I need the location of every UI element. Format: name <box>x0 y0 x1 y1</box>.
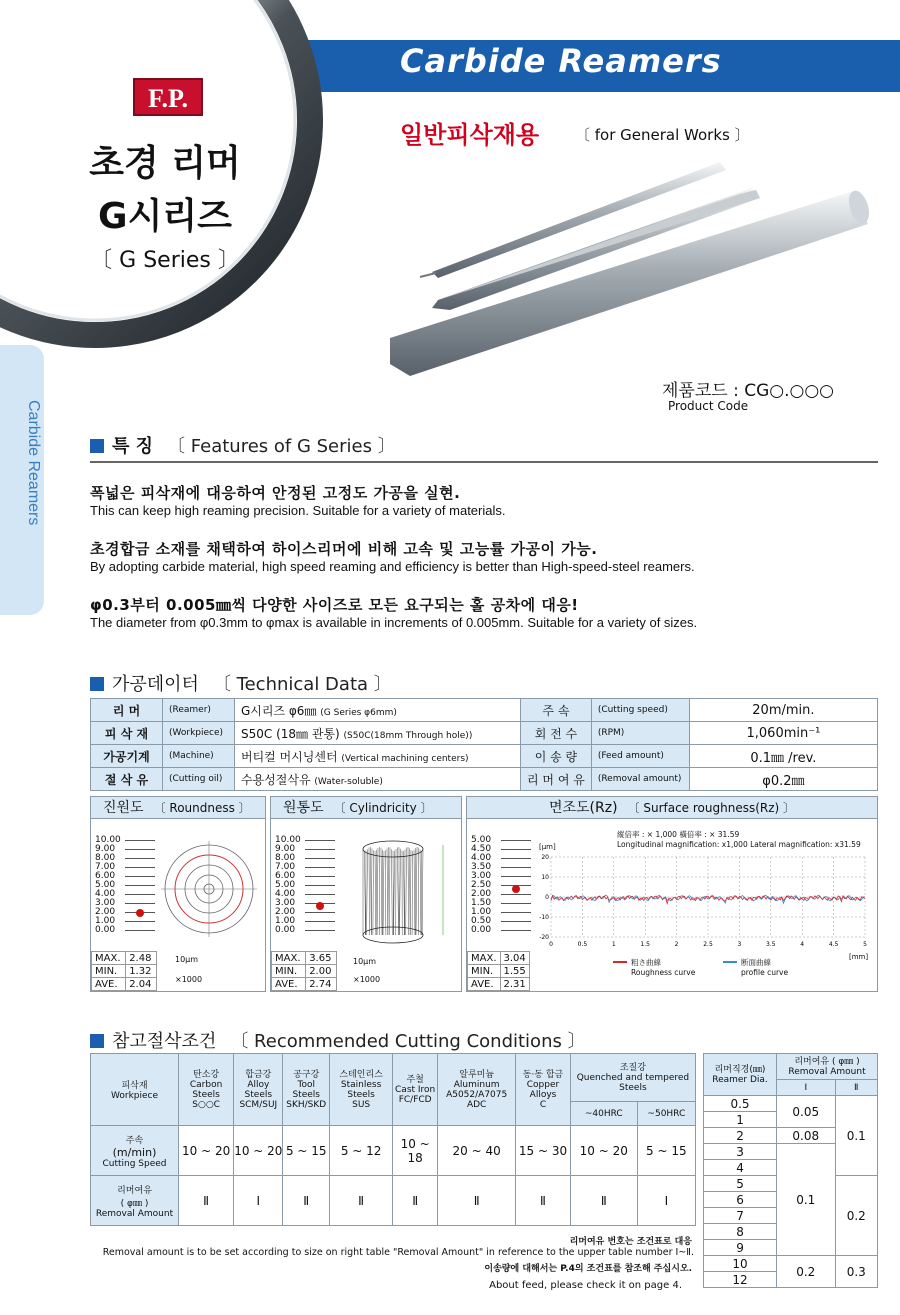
table-row: 3 0.1 <box>704 1144 878 1160</box>
tick-label: 7.00 <box>95 862 116 872</box>
tick-line <box>125 894 155 895</box>
tick-label: 9.00 <box>275 844 296 854</box>
tick-label: 4.00 <box>275 889 296 899</box>
y-tick-label: -20 <box>539 934 549 941</box>
tick-line <box>501 930 531 931</box>
product-code-en: Product Code <box>668 399 749 413</box>
tick-label: 1.50 <box>471 898 492 908</box>
tick-line <box>501 858 531 859</box>
tick-label: 10.00 <box>95 835 121 845</box>
tick-line <box>125 849 155 850</box>
table-row: 7 <box>704 1208 878 1224</box>
brand-logo: F.P. <box>133 78 203 116</box>
table-row: 8 <box>704 1224 878 1240</box>
divider <box>90 461 878 463</box>
max-value: 3.04 <box>500 952 529 965</box>
cylinder-line <box>371 848 372 935</box>
cylinder-line <box>388 847 389 935</box>
product-code: 제품코드 : CG○.○○○ <box>662 381 835 401</box>
tick-label: 4.00 <box>471 853 492 863</box>
table-row: 주속 (m/min) Cutting Speed 10 ~ 20 10 ~ 20 5 ~ 15 5 ~ 12 10 ~ 18 20 ~ 40 15 ~ 30 10 ~ 20 5 ~ 15 <box>91 1126 696 1176</box>
tick-line <box>305 930 335 931</box>
title-ko: 초경 리머 <box>89 143 241 184</box>
conditions-heading: 참고절삭조건 〔 Recommended Cutting Conditions 〕 <box>90 1027 586 1053</box>
table-row: 리머여유 ( φ㎜ ) Removal Amount Ⅱ Ⅰ Ⅱ Ⅱ Ⅱ Ⅱ Ⅱ Ⅱ Ⅰ <box>91 1176 696 1226</box>
x-tick-label: 0 <box>549 941 553 948</box>
ave-value: 2.04 <box>126 978 157 991</box>
table-row: 12 <box>704 1272 878 1288</box>
tick-label: 2.00 <box>275 907 296 917</box>
x-tick-label: 4.5 <box>828 941 839 948</box>
feature-item: 폭넓은 피삭재에 대응하여 안정된 고정도 가공을 실현. This can keep high reaming precision. Suitable for a variety of materials. <box>90 484 506 518</box>
technical-table <box>90 698 878 791</box>
tick-label: 1.00 <box>95 916 116 926</box>
tick-label: 7.00 <box>275 862 296 872</box>
tick-line <box>125 840 155 841</box>
tick-label: 4.50 <box>471 844 492 854</box>
features-heading: 특 징 〔 Features of G Series 〕 <box>90 432 396 458</box>
cylinder-line <box>371 847 372 935</box>
cylinder-line <box>381 848 382 935</box>
square-bullet-icon <box>90 439 104 453</box>
tick-label: 2.00 <box>95 907 116 917</box>
table-row: 10 0.2 0.3 <box>704 1256 878 1272</box>
tick-label: 0.00 <box>471 925 492 935</box>
banner-title: Carbide Reamers <box>400 42 722 80</box>
panel-title: 면조도(Rz) 〔 Surface roughness(Rz) 〕 <box>467 797 877 819</box>
cylinder-line <box>414 850 415 935</box>
tick-label: 8.00 <box>95 853 116 863</box>
square-bullet-icon <box>90 1034 104 1048</box>
table-row: 6 <box>704 1192 878 1208</box>
cylinder-line <box>410 850 411 935</box>
axis-ticks <box>95 835 155 935</box>
cylinder-line <box>393 851 394 935</box>
cylinder-line <box>387 848 388 935</box>
tick-line <box>305 867 335 868</box>
cylinder-line <box>373 850 374 935</box>
table-row: Ⅰ Ⅱ <box>704 1080 878 1096</box>
x-tick-label: 2 <box>674 941 679 948</box>
cylinder-line <box>408 847 409 935</box>
roughness-panel <box>466 796 878 992</box>
tick-line <box>305 840 335 841</box>
legend-roughness: 粗さ曲線 Roughness curve <box>631 958 696 977</box>
table-row: 4 <box>704 1160 878 1176</box>
ave-marker <box>512 885 520 893</box>
axis-ticks <box>471 835 531 935</box>
roughness-chart <box>539 853 873 951</box>
panel-title: 진원도 〔 Roundness 〕 <box>91 797 265 819</box>
y-tick-label: 10 <box>541 874 549 881</box>
feature-item: φ0.3부터 0.005㎜씩 다양한 사이즈로 모든 요구되는 홀 공차에 대응! The diameter from φ0.3mm to φmax is available in increments of 0.005mm. Suitable for a variety of sizes. <box>90 596 698 630</box>
subtitle-ko: 일반피삭재용 <box>400 121 540 149</box>
x-tick-label: 1.5 <box>640 941 650 948</box>
tick-label: 3.00 <box>471 871 492 881</box>
title-series-ko: G시리즈 <box>98 196 232 237</box>
reamer-illustration <box>380 150 900 380</box>
tick-line <box>305 858 335 859</box>
tick-label: 8.00 <box>275 853 296 863</box>
magnification-en: Longitudinal magnification: x1,000 Lateral magnification: x31.59 <box>617 840 861 849</box>
tick-label: 6.00 <box>275 871 296 881</box>
tick-label: 2.50 <box>471 880 492 890</box>
tick-label: 2.00 <box>471 889 492 899</box>
x-tick-label: 5 <box>863 941 867 948</box>
x-tick-label: 1 <box>611 941 616 948</box>
tick-label: 5.00 <box>275 880 296 890</box>
tick-line <box>305 849 335 850</box>
tick-line <box>125 903 155 904</box>
x-unit: [mm] <box>849 953 869 961</box>
conditions-table <box>90 1053 696 1226</box>
max-value: 2.48 <box>126 952 157 965</box>
table-row: 0.5 0.05 0.1 <box>704 1096 878 1112</box>
cylinder-line <box>422 850 423 935</box>
axis-ticks <box>275 835 335 935</box>
x-tick-label: 4 <box>800 941 805 948</box>
title-series-en: 〔 G Series 〕 <box>90 248 240 273</box>
tick-line <box>501 903 531 904</box>
tick-line <box>305 912 335 913</box>
cylinder-line <box>392 849 393 935</box>
tick-label: 6.00 <box>95 871 116 881</box>
feature-item: 초경합금 소재를 채택하여 하이스리머에 비해 고속 및 고능률 가공이 가능. By adopting carbide material, high speed reaming and efficiency is better than High-speed-steel reamers. <box>90 540 695 574</box>
note-2: Removal amount is to be set according to size on right table "Removal Amount" in reference to the upper table number Ⅰ~Ⅱ. <box>102 1247 694 1258</box>
tick-line <box>501 867 531 868</box>
cylindricity-panel <box>270 796 462 992</box>
stats-table: MAX. 2.48 MIN. 1.32 AVE. 2.04 <box>91 951 157 991</box>
table-row: 1 <box>704 1112 878 1128</box>
note-1: 리머여유 번호는 조건표로 대응 <box>569 1237 692 1247</box>
cylinder-line <box>398 847 399 935</box>
roundness-plot <box>157 837 262 942</box>
side-tab-label: Carbide Reamers <box>25 400 42 526</box>
tick-label: 9.00 <box>95 844 116 854</box>
cylinder-line <box>400 849 401 935</box>
cylinder-line <box>367 849 368 935</box>
table-row: 가공기계 (Machine) 버티컬 머시닝센터 (Vertical machining centers) 이 송 량 (Feed amount) 0.1㎜ /rev. <box>91 745 878 768</box>
legend-profile: 断面曲線 profile curve <box>741 958 789 977</box>
table-row: 피삭재 Workpiece 탄소강 Carbon Steels S○○C 합금강 Alloy Steels SCM/SUJ 공구강 Tool Steels SKH/SKD 스테인리스 Stainless Steels SUS 주철 Cast Iron FC/FCD 알루미늄 Aluminum A5052/A7075 ADC 동·동 합금 Copper Alloys C 조질강 Quenched and tempered Steels <box>91 1054 696 1102</box>
ave-marker <box>316 902 324 910</box>
mult-label: ×1000 <box>353 975 381 984</box>
square-bullet-icon <box>90 677 104 691</box>
tick-line <box>305 885 335 886</box>
tick-line <box>501 876 531 877</box>
cylinder-line <box>420 850 421 935</box>
x-tick-label: 2.5 <box>703 941 713 948</box>
ave-value: 2.31 <box>500 978 529 991</box>
stats-table: MAX. 3.04 MIN. 1.55 AVE. 2.31 <box>467 951 530 991</box>
x-tick-label: 3.5 <box>766 941 776 948</box>
table-row: ~40HRC ~50HRC <box>91 1102 696 1126</box>
scale-label: 10μm <box>175 955 199 964</box>
cylinder-line <box>365 851 366 935</box>
magnification-ko: 縱倍率 : × 1,000 橫倍率 : × 31.59 <box>617 830 740 839</box>
tick-line <box>125 885 155 886</box>
tick-line <box>501 921 531 922</box>
tick-label: 5.00 <box>95 880 116 890</box>
min-value: 1.55 <box>500 965 529 978</box>
roundness-panel <box>90 796 266 992</box>
ave-value: 2.74 <box>306 978 337 991</box>
tick-line <box>305 876 335 877</box>
tick-line <box>125 930 155 931</box>
mult-label: ×1000 <box>175 975 203 984</box>
ave-marker <box>136 909 144 917</box>
legend-swatch-profile <box>723 961 737 963</box>
scale-label: 10μm <box>353 957 377 966</box>
x-tick-label: 3 <box>737 941 742 948</box>
table-row: 리 머 (Reamer) G시리즈 φ6㎜ (G Series φ6mm) 주 속 (Cutting speed) 20m/min. <box>91 699 878 722</box>
table-row: 절 삭 유 (Cutting oil) 수용성절삭유 (Water-soluble) 리 머 여 유 (Removal amount) φ0.2㎜ <box>91 768 878 791</box>
tick-line <box>125 858 155 859</box>
cylinder-line <box>383 851 384 935</box>
panel-title: 원통도 〔 Cylindricity 〕 <box>271 797 461 819</box>
tick-label: 0.00 <box>95 925 116 935</box>
tick-line <box>125 876 155 877</box>
tick-line <box>501 849 531 850</box>
note-4: About feed, please check it on page 4. <box>489 1280 682 1291</box>
tick-line <box>501 894 531 895</box>
legend-swatch-roughness <box>613 961 627 963</box>
tick-label: 0.50 <box>471 916 492 926</box>
tick-label: 4.00 <box>95 889 116 899</box>
tick-label: 3.50 <box>471 862 492 872</box>
max-value: 3.65 <box>306 952 337 965</box>
technical-heading: 가공데이터 〔 Technical Data 〕 <box>90 670 392 696</box>
tick-label: 5.00 <box>471 835 492 845</box>
table-row: 5 0.2 <box>704 1176 878 1192</box>
x-tick-label: 0.5 <box>577 941 588 948</box>
y-tick-label: 20 <box>541 854 549 861</box>
tick-line <box>501 840 531 841</box>
cylindricity-plot <box>355 835 455 947</box>
tick-label: 1.00 <box>471 907 492 917</box>
tick-line <box>501 912 531 913</box>
removal-table <box>703 1053 878 1288</box>
cylinder-line <box>410 848 411 935</box>
table-row: 리머직경(㎜) Reamer Dia. 리머여유 ( φ㎜ ) Removal Amount <box>704 1054 878 1080</box>
tick-label: 1.00 <box>275 916 296 926</box>
y-tick-label: -10 <box>539 914 549 921</box>
min-value: 1.32 <box>126 965 157 978</box>
tick-label: 3.00 <box>275 898 296 908</box>
cylinder-line <box>377 848 378 935</box>
note-3: 이송량에 대해서는 P.4의 조건표를 참조해 주십시오. <box>484 1264 692 1274</box>
table-row: 피 삭 재 (Workpiece) S50C (18㎜ 관통) (S50C(18mm Through hole)) 회 전 수 (RPM) 1,060min⁻¹ <box>91 722 878 745</box>
cylinder-line <box>404 851 405 935</box>
cylinder-line <box>389 847 390 935</box>
tick-line <box>125 921 155 922</box>
cylinder-line <box>406 848 407 935</box>
tick-line <box>305 921 335 922</box>
y-unit: [μm] <box>539 843 556 851</box>
tick-line <box>125 867 155 868</box>
cylinder-line <box>375 851 376 935</box>
table-row: 2 0.08 <box>704 1128 878 1144</box>
min-value: 2.00 <box>306 965 337 978</box>
tick-label: 0.00 <box>275 925 296 935</box>
subtitle-en: 〔 for General Works 〕 <box>575 126 750 144</box>
tick-line <box>305 894 335 895</box>
cylinder-line <box>416 847 417 935</box>
y-tick-label: 0 <box>545 894 549 901</box>
table-row: 9 <box>704 1240 878 1256</box>
tick-label: 3.00 <box>95 898 116 908</box>
tick-label: 10.00 <box>275 835 301 845</box>
stats-table: MAX. 3.65 MIN. 2.00 AVE. 2.74 <box>271 951 337 991</box>
cylinder-line <box>394 851 395 935</box>
